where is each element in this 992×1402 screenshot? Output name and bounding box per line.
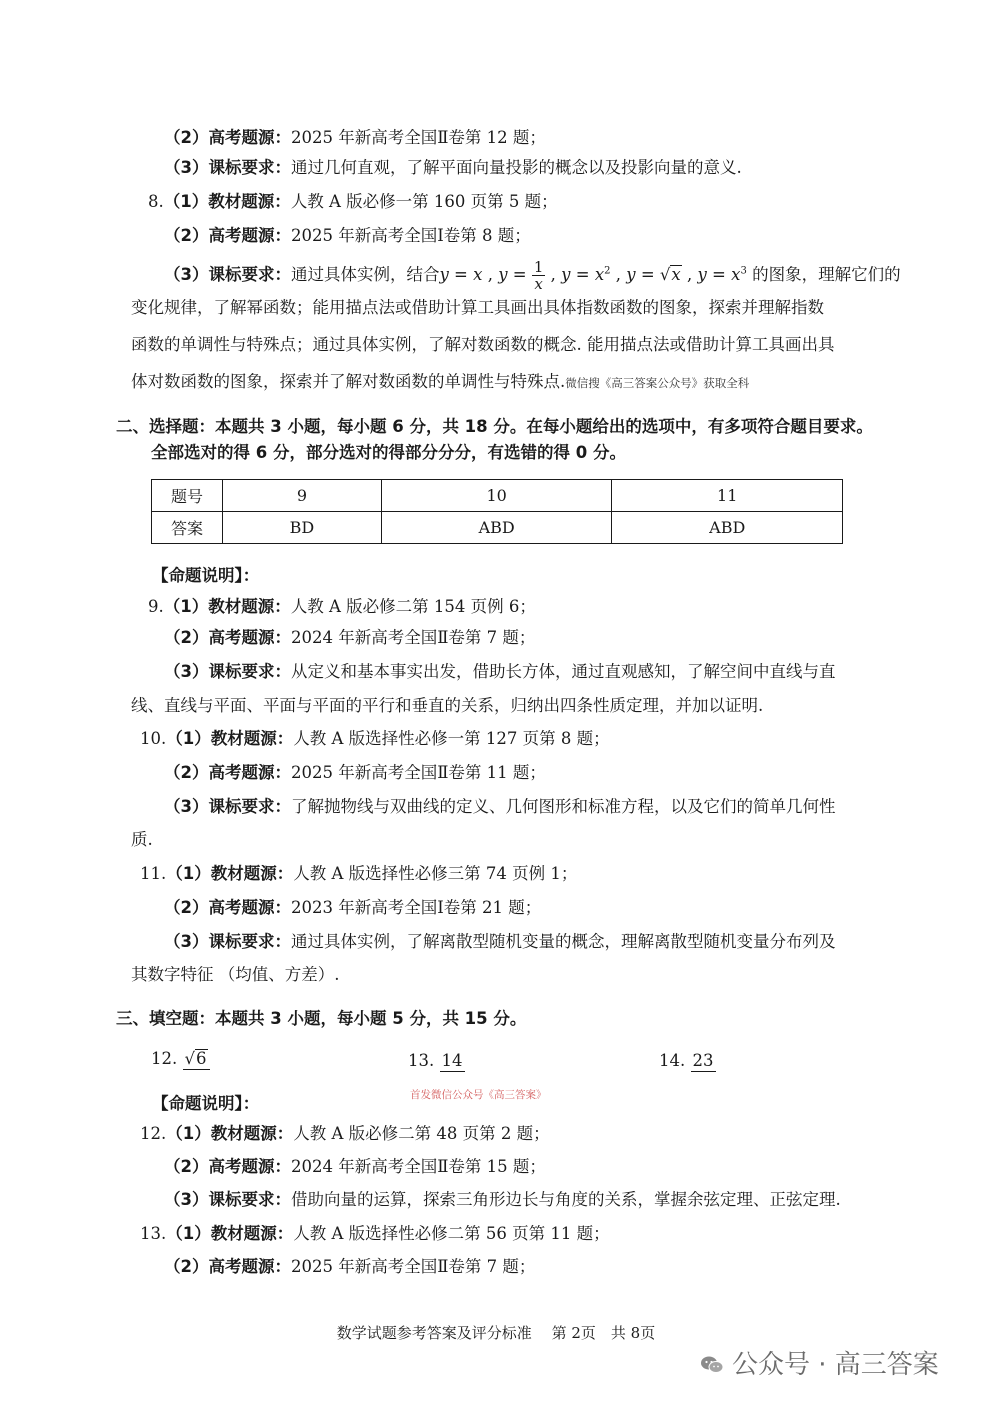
q7-source-exam-line: （2）高考题源：2025 年新高考全国Ⅱ卷第 12 题； xyxy=(164,128,546,147)
wechat-account-name: 公众号 · 高三答案 xyxy=(732,1350,939,1380)
q12-source-exam-line: （2）高考题源：2024 年新高考全国Ⅱ卷第 15 题； xyxy=(164,1157,546,1176)
answer-12: 12. √6 xyxy=(151,1048,210,1070)
section2-heading: 二、选择题：本题共 3 小题，每小题 6 分，共 18 分。在每小题给出的选项中，有多项符合题目要求。 xyxy=(116,417,873,436)
table-row xyxy=(152,512,843,544)
q8-source-exam-line: （2）高考题源：2025 年新高考全国Ⅰ卷第 8 题； xyxy=(164,226,531,245)
q11-standard-line-2: 其数字特征 （均值、方差）. xyxy=(131,965,340,984)
q12-source-textbook-line: 12.（1）教材题源：人教 A 版必修二第 48 页第 2 题； xyxy=(140,1124,550,1143)
section3-heading: 三、填空题：本题共 3 小题，每小题 5 分，共 15 分。 xyxy=(116,1009,527,1028)
q13-source-exam-line: （2）高考题源：2025 年新高考全国Ⅱ卷第 7 题； xyxy=(164,1257,536,1276)
answer-14-value: 23 xyxy=(692,1051,714,1070)
proposition-note-2: 【命题说明】： xyxy=(152,1094,260,1113)
proposition-note: 【命题说明】： xyxy=(152,566,260,585)
q11-source-exam-line: （2）高考题源：2023 年新高考全国Ⅰ卷第 21 题； xyxy=(164,898,542,917)
table-cell: ABD xyxy=(381,512,612,544)
answer-13-value: 14 xyxy=(441,1051,463,1070)
q12-standard-line: （3）课标要求：借助向量的运算，探索三角形边长与角度的关系，掌握余弦定理、正弦定理. xyxy=(164,1190,841,1209)
power-function-formulas: y = x , y = $\frac{1}{x}$ , $y = x^2$ , y = √x , $y = x^3$ xyxy=(439,258,747,293)
table-cell: 11 xyxy=(612,480,843,512)
q13-source-textbook-line: 13.（1）教材题源：人教 A 版选择性必修二第 56 页第 11 题； xyxy=(140,1224,610,1243)
q9-standard-line: （3）课标要求：从定义和基本事实出发，借助长方体，通过直观感知，了解空间中直线与直 xyxy=(164,662,836,681)
table-cell: BD xyxy=(223,512,382,544)
q11-source-textbook-line: 11.（1）教材题源：人教 A 版选择性必修三第 74 页例 1； xyxy=(140,864,578,883)
answer-12-value: √6 xyxy=(183,1049,210,1070)
table-cell: 10 xyxy=(381,480,612,512)
watermark-text: 微信搜《高三答案公众号》获取全科 xyxy=(565,376,750,390)
table-cell: ABD xyxy=(612,512,843,544)
q9-standard-line-2: 线、直线与平面、平面与平面的平行和垂直的关系，归纳出四条性质定理，并加以证明. xyxy=(131,696,764,715)
q9-source-textbook-line: 9.（1）教材题源：人教 A 版必修二第 154 页例 6； xyxy=(148,597,536,616)
q10-source-exam-line: （2）高考题源：2025 年新高考全国Ⅱ卷第 11 题； xyxy=(164,763,546,782)
q11-standard-line: （3）课标要求：通过具体实例，了解离散型随机变量的概念，理解离散型随机变量分布列及 xyxy=(164,932,836,951)
answer-14: 14. 23 xyxy=(659,1051,714,1070)
q8-standard-line-4: 体对数函数的图象，探索并了解对数函数的单调性与特殊点.微信搜《高三答案公众号》获取全科 xyxy=(131,372,750,391)
answer-13: 13. 14 xyxy=(408,1051,463,1070)
page-footer: 数学试题参考答案及评分标准 第 2页 共 8页 xyxy=(336,1324,656,1342)
watermark-red: 首发微信公众号《高三答案》 xyxy=(410,1089,547,1101)
q10-standard-line: （3）课标要求：了解抛物线与双曲线的定义、几何图形和标准方程，以及它们的简单几何性 xyxy=(164,797,836,816)
q8-standard-line-3: 函数的单调性与特殊点；通过具体实例，了解对数函数的概念. 能用描点法或借助计算工具画出具 xyxy=(131,335,835,354)
table-row xyxy=(152,480,843,512)
q10-standard-line-2: 质. xyxy=(131,830,153,849)
table-cell: 9 xyxy=(223,480,382,512)
q7-standard-line: （3）课标要求：通过几何直观，了解平面向量投影的概念以及投影向量的意义. xyxy=(164,158,742,177)
answer-table xyxy=(151,479,843,544)
wechat-watermark xyxy=(700,1344,939,1381)
table-row-label: 题号 xyxy=(152,480,223,512)
q10-source-textbook-line: 10.（1）教材题源：人教 A 版选择性必修一第 127 页第 8 题； xyxy=(140,729,610,748)
q8-standard-line-2: 变化规律，了解幂函数；能用描点法或借助计算工具画出具体指数函数的图象，探索并理解指数 xyxy=(131,298,824,317)
q9-source-exam-line: （2）高考题源：2024 年新高考全国Ⅱ卷第 7 题； xyxy=(164,628,536,647)
q8-source-textbook-line: 8.（1）教材题源：人教 A 版必修一第 160 页第 5 题； xyxy=(148,192,558,211)
q8-standard-line: （3）课标要求：通过具体实例，结合y = x , y = $\frac{1}{x}$ , $y = x^2$ , y = √x , $y = x^3$ 的图象，理解它们的 xyxy=(164,258,901,293)
table-row-label: 答案 xyxy=(152,512,223,544)
section2-heading-line2: 全部选对的得 6 分，部分选对的得部分分分，有选错的得 0 分。 xyxy=(151,443,626,462)
wechat-icon xyxy=(700,1355,724,1375)
